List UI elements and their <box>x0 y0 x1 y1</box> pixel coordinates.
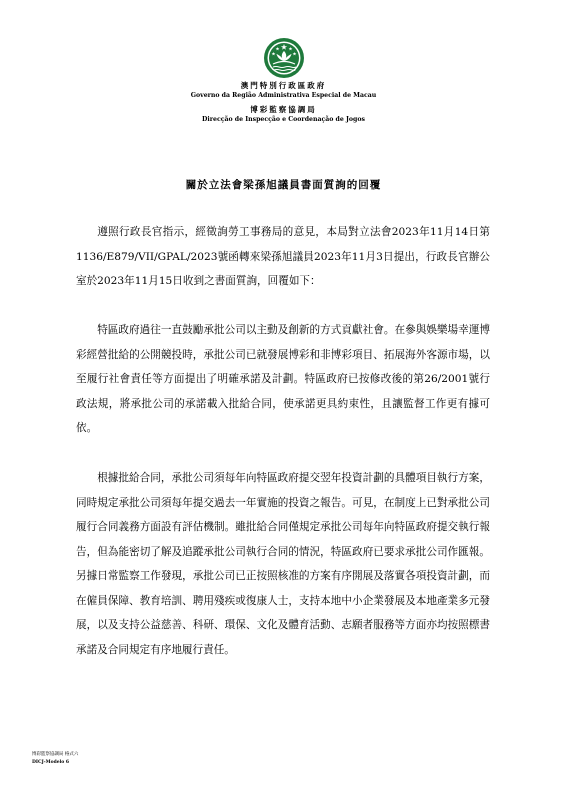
dept-name-pt: Direcção de Inspecção e Coordenação de Jogos <box>202 116 365 123</box>
paragraph-2 <box>76 318 490 441</box>
paragraph-text: 遵照行政長官指示，經徵詢勞工事務局的意見，本局對立法會2023年11月14日第1136/E879/VII/GPAL/2023號函轉來梁孫旭議員2023年11月3日提出，行政長官辦公室於2023年11月15日收到之書面質詢，回覆如下： <box>76 226 490 287</box>
macau-sar-emblem-icon <box>263 37 305 79</box>
footer-form-zh: 博彩監察協調局 格式六 <box>32 752 79 757</box>
paragraph-1 <box>76 220 490 294</box>
paragraph-3 <box>76 466 490 662</box>
org-name-pt: Governo da Região Administrativa Especial de Macau <box>190 92 377 99</box>
paragraph-text: 根據批給合同，承批公司須每年向特區政府提交翌年投資計劃的具體項目執行方案，同時規定承批公司須每年提交過去一年實施的投資之報告。可見，在制度上已對承批公司履行合同義務方面設有評估機制。雖批給合同僅規定承批公司每年向特區政府提交執行報告，但為能密切了解及追蹤承批公司執行合同的情況，特區政府已要求承批公司作匯報。另據日常監察工作發現，承批公司已正按照核准的方案有序開展及落實各項投資計劃，而在僱員保障、教育培訓、聘用殘疾或復康人士，支持本地中小企業發展及本地產業多元發展，以及支持公益慈善、科研、環保、文化及體育活動、志願者服務等方面亦均按照標書承諾及合同規定有序地履行責任。 <box>76 472 490 656</box>
document-title: 關於立法會梁孫旭議員書面質詢的回覆 <box>185 179 382 191</box>
footer-form-code: DICJ-Modelo 6 <box>32 760 69 765</box>
dept-name-zh: 博彩監察協調局 <box>250 105 317 114</box>
paragraph-text: 特區政府過往一直鼓勵承批公司以主動及創新的方式貢獻社會。在參與娛樂場幸運博彩經營批給的公開競投時，承批公司已就發展博彩和非博彩項目、拓展海外客源市場，以至履行社會責任等方面提出了明確承諾及計劃。特區政府已按修改後的第26/2001號行政法規，將承批公司的承諾載入批給合同，使承諾更具約束性，且讓監督工作更有據可依。 <box>76 324 490 434</box>
org-name-zh: 澳門特別行政區政府 <box>240 81 327 90</box>
